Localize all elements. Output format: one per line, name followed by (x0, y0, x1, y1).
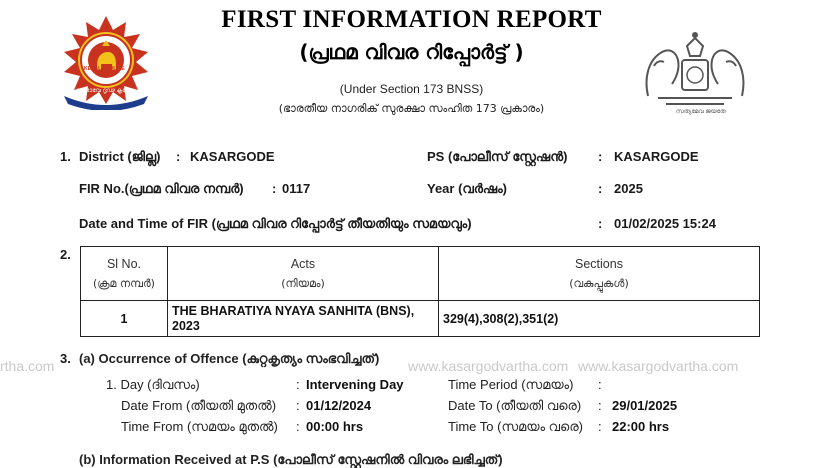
day-label: 1. Day (ദിവസം) (106, 377, 200, 392)
document-title: FIRST INFORMATION REPORT (221, 6, 602, 33)
fir-datetime-separator: : (598, 216, 603, 231)
day-value: Intervening Day (306, 377, 404, 392)
watermark-right: www.kasargodvartha.com (578, 358, 739, 374)
police-logo-text: KERALA POLICE (84, 66, 125, 72)
fir-number-label: FIR No.(പ്രഥമ വിവര നമ്പർ) (79, 181, 244, 196)
header-slno (81, 247, 168, 301)
section-1-number: 1. (60, 149, 71, 164)
date-to-label: Date To (തീയതി വരെ) (448, 398, 582, 413)
header-slno-ml: (ക്രമ നമ്പർ) (93, 276, 155, 290)
time-period-separator: : (598, 377, 602, 392)
header-sections (439, 247, 760, 301)
under-section-malayalam: (ഭാരതീയ നാഗരിക് സുരക്ഷാ സംഹിത 173 പ്രകാരം) (278, 102, 545, 115)
header-acts (168, 247, 439, 301)
row-sections: 329(4),308(2),351(2) (439, 301, 760, 337)
police-logo-motto: മൃദു ഭാവേ ദൃഢ കൃത്യേ (76, 87, 134, 94)
year-separator: : (598, 181, 603, 196)
acts-table (80, 246, 760, 337)
day-separator: : (296, 377, 300, 392)
fir-datetime-label: Date and Time of FIR (പ്രഥമ വിവര റിപ്പോർട്ട് തീയതിയും സമയവും) (79, 216, 472, 231)
district-label: District (ജില്ല) (79, 149, 161, 164)
occurrence-heading: (a) Occurrence of Offence (കുറ്റകൃത്യം സംഭവിച്ചത്) (79, 351, 380, 366)
fir-number-value: 0117 (282, 181, 311, 196)
police-station-label: PS (പോലീസ് സ്റ്റേഷൻ) (427, 149, 568, 164)
header-acts-en: Acts (290, 256, 316, 271)
table-row (81, 301, 760, 337)
date-from-separator: : (296, 398, 300, 413)
acts-table-header (81, 247, 760, 301)
time-to-separator: : (598, 419, 602, 434)
under-section: (Under Section 173 BNSS) (339, 82, 484, 96)
date-from-value: 01/12/2024 (306, 398, 372, 413)
date-to-value: 29/01/2025 (612, 398, 678, 413)
time-from-separator: : (296, 419, 300, 434)
time-to-value: 22:00 hrs (612, 419, 670, 434)
row-act-text: THE BHARATIYA NYAYA SANHITA (BNS), 2023 (172, 303, 415, 333)
watermark-center: www.kasargodvartha.com (408, 358, 569, 374)
date-from-label: Date From (തീയതി മുതൽ) (121, 398, 277, 413)
district-value: KASARGODE (190, 149, 275, 164)
row-act (168, 301, 439, 337)
year-label: Year (വർഷം) (427, 181, 507, 196)
police-station-value: KASARGODE (614, 149, 699, 164)
state-emblem-motto: സത്യമേവ ജയതേ (676, 108, 726, 115)
time-to-label: Time To (സമയം വരെ) (448, 419, 583, 434)
header-acts-ml: (നിയമം) (281, 276, 325, 290)
header-slno-en: Sl No. (106, 256, 142, 271)
date-to-separator: : (598, 398, 602, 413)
police-station-separator: : (598, 149, 603, 164)
fir-number-separator: : (272, 181, 277, 196)
district-separator: : (176, 149, 181, 164)
fir-datetime-value: 01/02/2025 15:24 (614, 216, 716, 231)
time-from-value: 00:00 hrs (306, 419, 364, 434)
year-value: 2025 (614, 181, 643, 196)
row-slno: 1 (81, 301, 168, 337)
section-3-number: 3. (60, 351, 71, 366)
time-from-label: Time From (സമയം മുതൽ) (121, 419, 278, 434)
watermark-left: rtha.com (0, 358, 55, 374)
information-received-heading: (b) Information Received at P.S (പോലീസ് സ്റ്റേഷനിൽ വിവരം ലഭിച്ചത്) (79, 452, 503, 467)
section-2-number: 2. (60, 247, 71, 262)
header-sections-en: Sections (575, 256, 623, 271)
document-title-malayalam: (പ്രഥമ വിവര റിപ്പോർട്ട് ) (299, 40, 524, 64)
time-period-label: Time Period (സമയം) (448, 377, 574, 392)
header-sections-ml: (വകുപ്പുകൾ) (569, 276, 629, 290)
